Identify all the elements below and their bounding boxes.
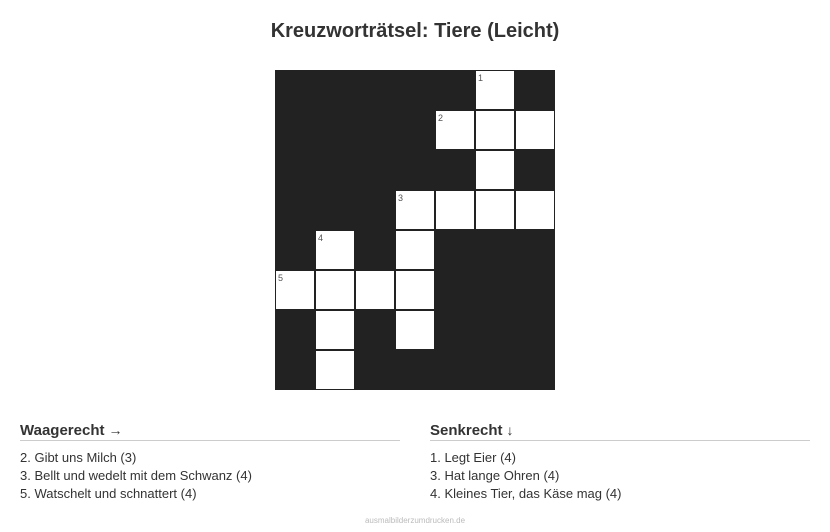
cell-number: 2 (438, 113, 444, 123)
clue-item: 3. Bellt und wedelt mit dem Schwanz (4) (20, 468, 252, 483)
clue-item: 1. Legt Eier (4) (430, 450, 516, 465)
clue-item: 3. Hat lange Ohren (4) (430, 468, 560, 483)
arrow-down-icon: ↓ (506, 422, 514, 438)
down-clues (430, 422, 810, 503)
crossword-cell[interactable] (395, 270, 435, 310)
down-heading-label: Senkrecht (430, 422, 503, 439)
crossword-cell[interactable] (475, 150, 515, 190)
across-clue-list (20, 449, 400, 503)
crossword-cell[interactable] (275, 270, 315, 310)
clue-item: 4. Kleines Tier, das Käse mag (4) (430, 486, 622, 501)
across-clues (20, 422, 400, 503)
crossword-cell[interactable] (435, 110, 475, 150)
crossword-cell[interactable] (315, 310, 355, 350)
crossword-cell[interactable] (475, 190, 515, 230)
down-heading (430, 422, 810, 441)
crossword-cell[interactable] (435, 190, 475, 230)
across-heading (20, 422, 400, 441)
cell-number: 4 (318, 233, 324, 243)
crossword-grid (275, 70, 555, 390)
clue-item: 2. Gibt uns Milch (3) (20, 450, 137, 465)
cell-number: 3 (398, 193, 404, 203)
crossword-cell[interactable] (315, 230, 355, 270)
cell-number: 1 (478, 73, 484, 83)
crossword-cell[interactable] (315, 350, 355, 390)
clue-item: 5. Watschelt und schnattert (4) (20, 486, 197, 501)
crossword-cell[interactable] (315, 270, 355, 310)
cell-number: 5 (278, 273, 284, 283)
footer-credit: ausmalbilderzumdrucken.de (364, 516, 466, 525)
arrow-right-icon: → (108, 422, 123, 438)
crossword-cell[interactable] (395, 310, 435, 350)
crossword-cell[interactable] (515, 110, 555, 150)
page-title: Kreuzworträtsel: Tiere (Leicht) (270, 20, 560, 42)
across-heading-label: Waagerecht (20, 422, 105, 439)
crossword-cell[interactable] (355, 270, 395, 310)
crossword-cell[interactable] (395, 230, 435, 270)
down-clue-list (430, 449, 810, 503)
crossword-cell[interactable] (475, 70, 515, 110)
crossword-cell[interactable] (395, 190, 435, 230)
crossword-cell[interactable] (475, 110, 515, 150)
crossword-cell[interactable] (515, 190, 555, 230)
